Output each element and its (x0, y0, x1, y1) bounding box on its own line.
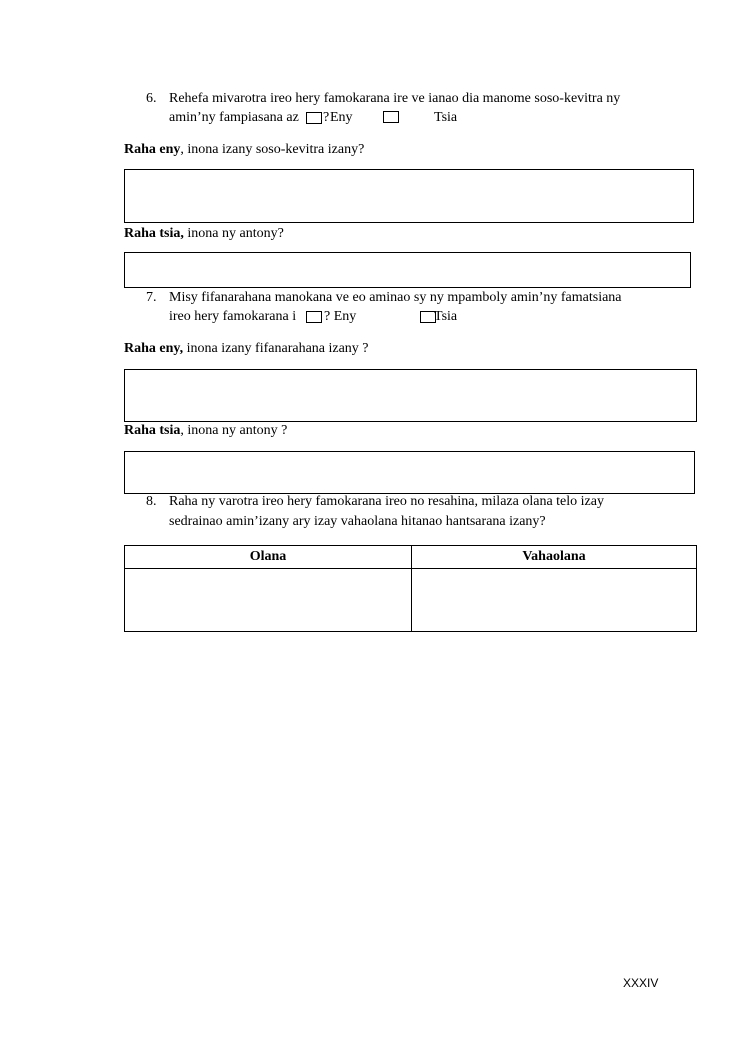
table-header-olana: Olana (125, 546, 412, 569)
q6-if-no-rest: inona ny antony? (183, 226, 284, 241)
q7-checkbox-yes[interactable] (306, 311, 322, 323)
q6-checkbox-yes[interactable] (306, 112, 322, 124)
q6-number: 6. (146, 91, 157, 106)
q7-number: 7. (146, 290, 157, 305)
q7-if-no-answer-box[interactable] (124, 451, 695, 494)
q7-if-no-prompt (124, 421, 287, 440)
q7-if-no-rest: , inona ny antony ? (180, 423, 288, 438)
table-cell-vahaolana[interactable] (412, 569, 697, 632)
q7-text-line2: ireo hery famokarana i (169, 309, 297, 324)
q8-text-line1: Raha ny varotra ireo hery famokarana ireo no resahina, milaza olana telo izay (169, 494, 604, 509)
q7-if-no-bold: Raha tsia (124, 423, 181, 438)
q7-if-yes-prompt (124, 339, 369, 358)
table-header-vahaolana: Vahaolana (412, 546, 697, 569)
q6-yes-label: Eny (330, 110, 353, 125)
q6-if-yes-bold: Raha eny (124, 142, 181, 157)
q6-if-no-bold: Raha tsia, (124, 226, 184, 241)
q6-if-no-answer-box[interactable] (124, 252, 691, 288)
table-cell-olana[interactable] (125, 569, 412, 632)
q6-if-yes-prompt (124, 140, 364, 159)
q7-if-yes-rest: inona izany fifanarahana izany ? (183, 341, 369, 356)
q6-if-yes-answer-box[interactable] (124, 169, 694, 223)
q6-mark: ? (323, 110, 330, 125)
q7-yes-label: ? Eny (324, 309, 357, 324)
q8-text-line2: sedrainao amin’izany ary izay vahaolana hitanao hantsarana izany? (169, 514, 546, 529)
q6-no-label: Tsia (434, 110, 458, 125)
q7-if-yes-answer-box[interactable] (124, 369, 697, 422)
q6-checkbox-no[interactable] (383, 111, 399, 123)
problems-solutions-table (124, 545, 697, 632)
q6-text-line2: amin’ny fampiasana az (169, 110, 299, 125)
q6-text-line1: Rehefa mivarotra ireo hery famokarana ire ve ianao dia manome soso-kevitra ny (169, 91, 621, 106)
q7-if-yes-bold: Raha eny, (124, 341, 184, 356)
q8-number: 8. (146, 494, 157, 509)
q6-if-no-prompt (124, 224, 284, 243)
q7-text-line1: Misy fifanarahana manokana ve eo aminao sy ny mpamboly amin’ny famatsiana (169, 290, 622, 305)
page-number: XXXIV (623, 976, 659, 990)
q7-no-label: Tsia (434, 309, 458, 324)
q6-if-yes-rest: , inona izany soso-kevitra izany? (180, 142, 365, 157)
